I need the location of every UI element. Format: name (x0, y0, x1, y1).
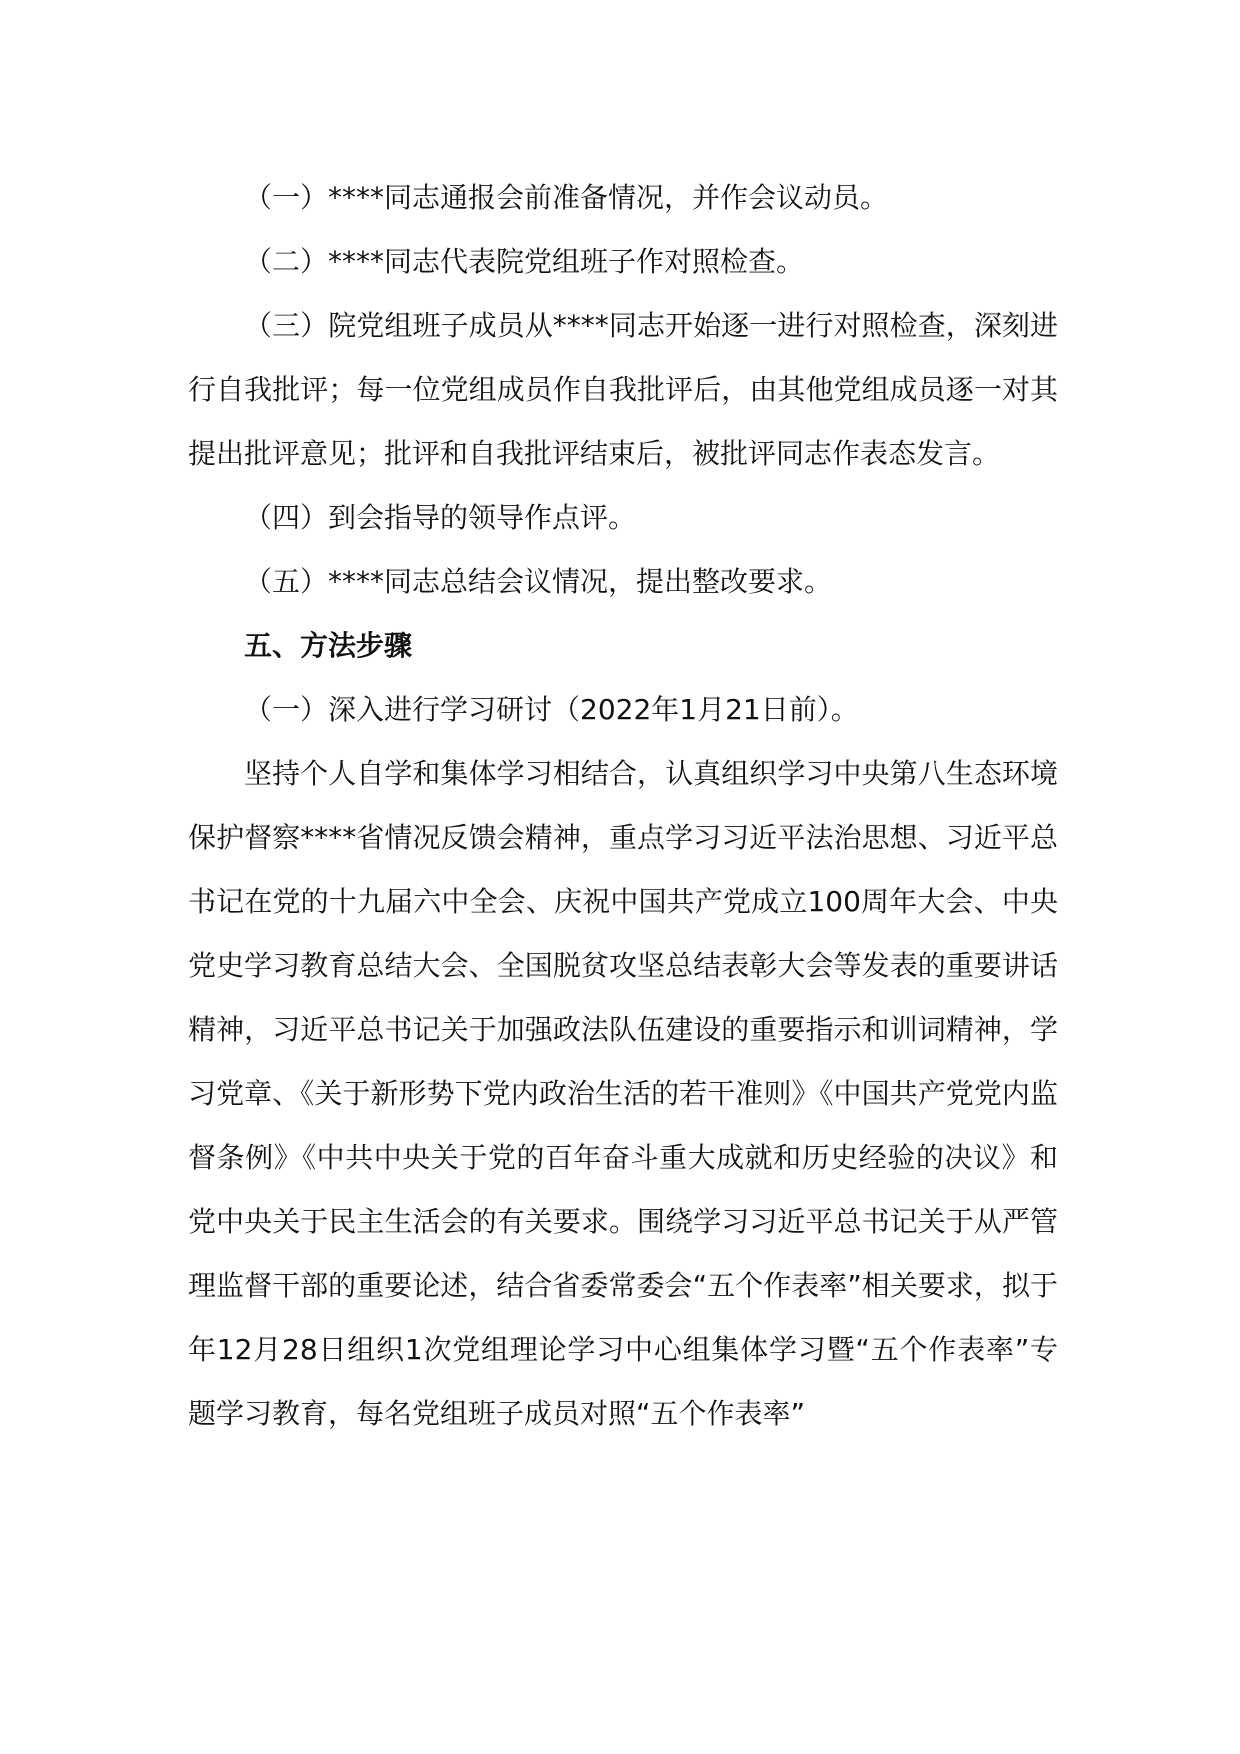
list-item: （一）****同志通报会前准备情况，并作会议动员。 (244, 181, 889, 214)
list-item: （二）****同志代表院党组班子作对照检查。 (244, 245, 805, 278)
document-body (188, 166, 1058, 1446)
body-paragraph: 坚持个人自学和集体学习相结合，认真组织学习中央第八生态环境保护督察****省情况反馈会精神，重点学习习近平法治思想、习近平总书记在党的十九届六中全会、庆祝中国共产党成立100周年大会、中央党史学习教育总结大会、全国脱贫攻坚总结表彰大会等发表的重要讲话精神，习近平总书记关于加强政法队伍建设的重要指示和训词精神，学习党章、《关于新形势下党内政治生活的若干准则》《中国共产党党内监督条例》《中共中央关于党的百年奋斗重大成就和历史经验的决议》和党中央关于民主生活会的有关要求。围绕学习习近平总书记关于从严管理监督干部的重要论述，结合省委常委会“五个作表率”相关要求，拟于年12月28日组织1次党组理论学习中心组集体学习暨“五个作表率”专题学习教育，每名党组班子成员对照“五个作表率” (188, 757, 1058, 1430)
list-item: （三）院党组班子成员从****同志开始逐一进行对照检查，深刻进行自我批评；每一位党组成员作自我批评后，由其他党组成员逐一对其提出批评意见；批评和自我批评结束后，被批评同志作表态发言。 (188, 309, 1058, 470)
step-title: （一）深入进行学习研讨（2022年1月21日前）。 (244, 693, 859, 726)
list-item: （五）****同志总结会议情况，提出整改要求。 (244, 565, 833, 598)
list-item: （四）到会指导的领导作点评。 (244, 501, 637, 534)
section-heading: 五、方法步骤 (244, 629, 413, 662)
